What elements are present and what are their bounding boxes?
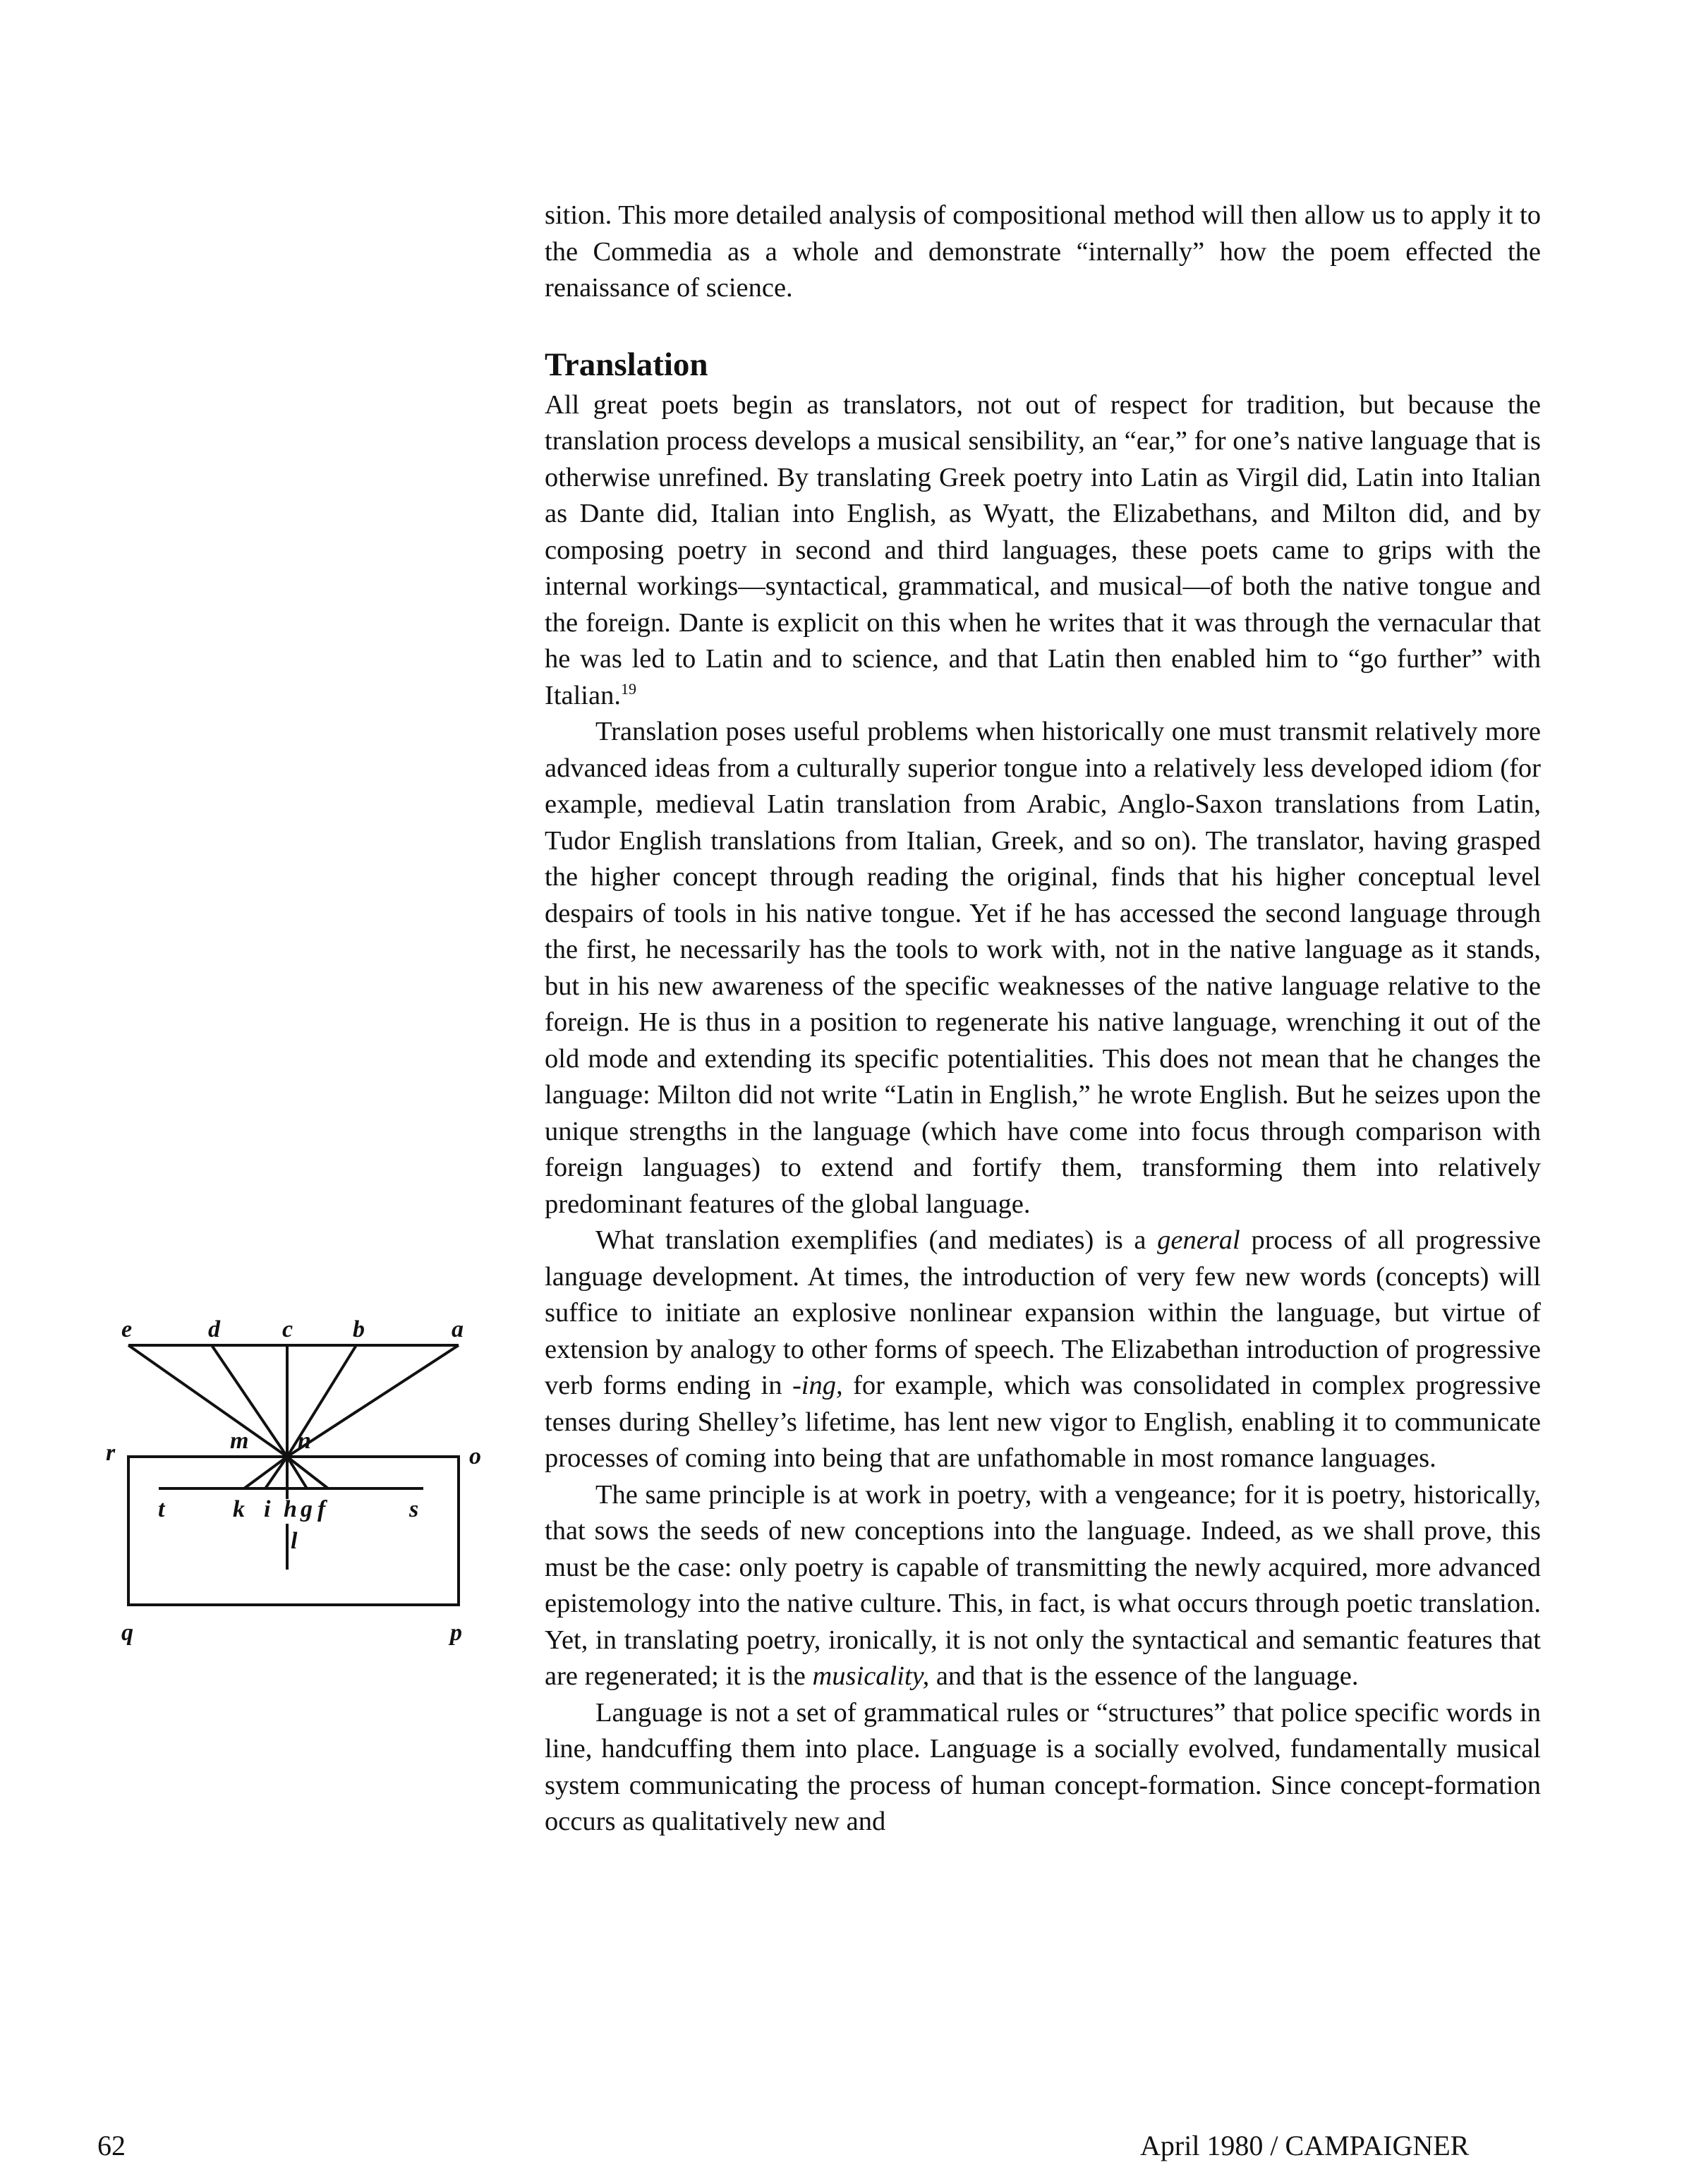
paragraph-text: and that is the essence of the language.: [929, 1661, 1359, 1691]
ray-d: [212, 1345, 287, 1457]
label-h: h: [284, 1496, 297, 1522]
geometric-diagram: [106, 1316, 501, 1654]
paragraph-general-process: [545, 1223, 1541, 1477]
page-number: 62: [97, 2130, 126, 2161]
paragraph-text: for example, which was consolidated in complex progressive tenses during Shelley’s lifetime, has lent new vigor to English, enabling it to communicate processes of coming into being that are unfathomable in most romance languages.: [545, 1371, 1541, 1473]
ray-i: [265, 1457, 287, 1488]
label-i: i: [264, 1496, 271, 1522]
ray-g: [287, 1457, 307, 1488]
paragraph-text: process of all progressive language development. At times, the introduction of very few new words (concepts) will suffice to initiate an explosive nonlinear expansion within the language, but virtue of extension by analogy to other forms of speech. The Elizabethan introduction of progressive verb forms ending in: [545, 1225, 1541, 1400]
label-c: c: [282, 1316, 293, 1342]
label-k: k: [233, 1496, 245, 1522]
label-r: r: [106, 1440, 116, 1466]
label-b: b: [353, 1316, 365, 1342]
label-g: g: [301, 1496, 313, 1522]
label-n: n: [298, 1428, 311, 1454]
label-m: m: [230, 1428, 249, 1454]
ray-f: [287, 1457, 328, 1488]
paragraph-poetry-principle: [545, 1477, 1541, 1695]
label-t: t: [158, 1496, 165, 1522]
diagram-lines: [128, 1345, 459, 1605]
label-e: e: [121, 1316, 133, 1342]
paragraph-translation-intro: [545, 387, 1541, 715]
section-heading: Translation: [545, 346, 708, 383]
footnote-ref[interactable]: 19: [620, 679, 636, 698]
running-title: April 1980 / CAMPAIGNER: [1140, 2130, 1470, 2161]
label-q: q: [121, 1620, 133, 1646]
paragraph-text: All great poets begin as translators, not out of respect for tradition, but because the translation process develops a musical sensibility, an “ear,” for one’s native language that is otherwise unrefined. By translating Greek poetry into Latin as Virgil did, Latin into Italian as Dante did, Italian into English, as Wyatt, the Elizabethans, and Milton did, and by composing poetry in second and third languages, these poets came to grips with the internal workings—syntactical, grammatical, and musical—of both the native tongue and the foreign. Dante is explicit on this when he writes that it was through the vernacular that he was led to Latin and to science, and that Latin then enabled him to “go further” with Italian.: [545, 389, 1541, 710]
paragraph-text: The same principle is at work in poetry, with a vengeance; for it is poetry, historically, that sows the seeds of new conceptions into the language. Indeed, as we shall prove, this must be the case: only poetry is capable of transmitting the newly acquired, more advanced epistemology into the native culture. This, in fact, is what occurs through poetic translation. Yet, in translating poetry, ironically, it is not only the syntactical and semantic features that are regenerated; it is the: [545, 1479, 1541, 1691]
label-p: p: [450, 1620, 462, 1646]
diagram-svg: [106, 1316, 501, 1654]
label-s: s: [409, 1496, 419, 1522]
label-a: a: [452, 1316, 464, 1342]
label-f: f: [317, 1496, 326, 1522]
label-d: d: [208, 1316, 220, 1342]
paragraph-language-definition: Language is not a set of grammatical rules or “structures” that police specific words in line, handcuffing them into place. Language is a socially evolved, fundamentally musical system communicating the process of human concept-formation. Since concept-formation occurs as qualitatively new and: [545, 1697, 1541, 1836]
paragraph-text: What translation exemplifies (and mediates) is a: [595, 1225, 1158, 1255]
emphasis-ing: -ing,: [792, 1371, 843, 1400]
emphasis-musicality: musicality,: [812, 1661, 930, 1691]
ray-a: [287, 1345, 459, 1457]
paragraph-translation-problems: Translation poses useful problems when historically one must transmit relatively more advanced ideas from a culturally superior tongue into a relatively less developed idiom (for example, medieval Latin translation from Arabic, Anglo-Saxon translations from Latin, Tudor English translations from Italian, Greek, and so on). The translator, having grasped the higher concept through reading the original, finds that his higher conceptual level despairs of tools in his native tongue. Yet if he has accessed the second language through the first, he necessarily has the tools to work with, not in the native language as it stands, but in his new awareness of the specific weaknesses of the native language relative to the foreign. He is thus in a position to regenerate his native language, wrenching it out of the old mode and extending its specific potentialities. This does not mean that he changes the language: Milton did not write “Latin in English,” he wrote English. But he seizes upon the unique strengths in the language (which have come into focus through comparison with foreign languages) to extend and fortify them, transforming them into relatively predominant features of the global language.: [545, 717, 1541, 1219]
label-l: l: [291, 1528, 298, 1554]
ray-e: [128, 1345, 287, 1457]
label-o: o: [469, 1443, 481, 1469]
ray-k: [244, 1457, 287, 1488]
main-text-column: [545, 198, 1541, 1840]
paragraph-continuation: sition. This more detailed analysis of compositional method will then allow us to apply it to the Commedia as a whole and demonstrate “internally” how the poem effected the renaissance of science.: [545, 200, 1541, 303]
emphasis-general: general: [1157, 1225, 1240, 1255]
